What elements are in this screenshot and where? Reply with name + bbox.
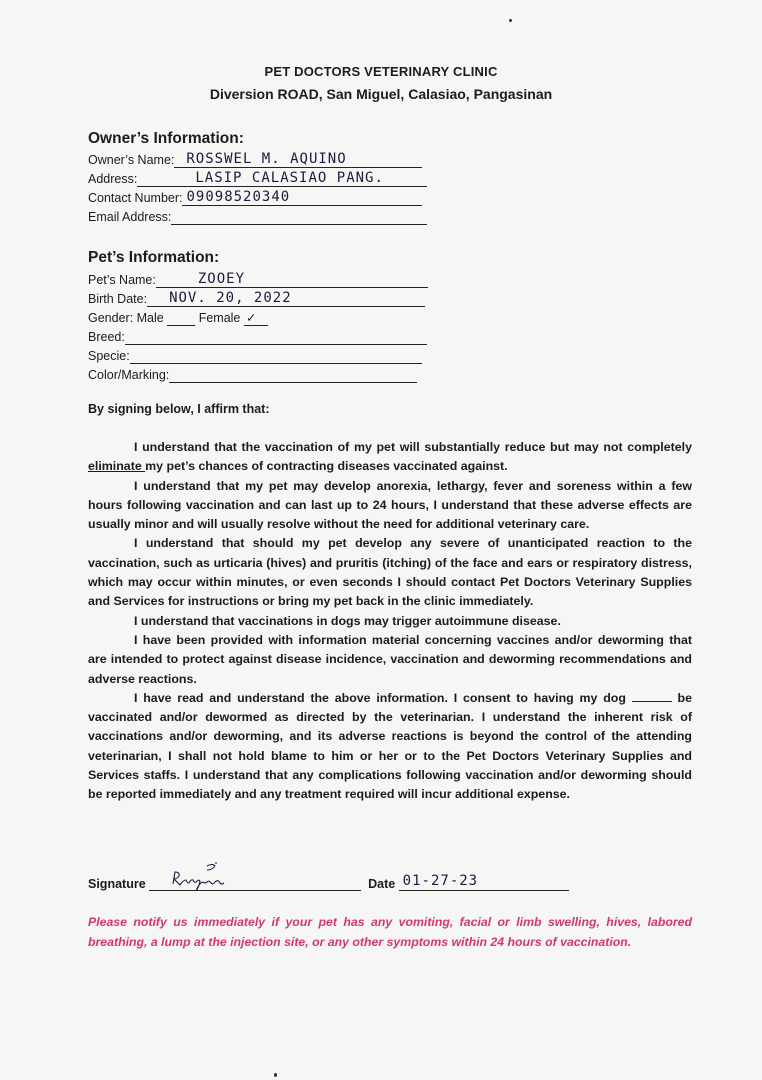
signature-field[interactable] [149, 876, 361, 891]
birth-date-field[interactable] [147, 291, 425, 307]
clinic-address: Diversion ROAD, San Miguel, Calasiao, Pangasinan [209, 86, 553, 102]
date-field[interactable] [399, 873, 569, 891]
date-label: Date [368, 877, 396, 891]
date-value: 01-27-23 [402, 873, 479, 889]
email-label: Email Address: [88, 210, 172, 224]
signature-label: Signature [88, 877, 146, 891]
birth-date-label: Birth Date: [88, 292, 148, 306]
owner-name-label: Owner’s Name: [88, 153, 175, 167]
affirm-paragraph-6 [88, 689, 692, 805]
clinic-name: PET DOCTORS VETERINARY CLINIC [264, 64, 498, 79]
pet-name-field[interactable] [156, 272, 428, 288]
p1-text: I understand that the vaccination of my pet will substantially reduce but may not completely [134, 440, 692, 454]
breed-row [88, 329, 427, 345]
affirm-paragraph-4: I understand that vaccinations in dogs may trigger autoimmune disease. [134, 613, 561, 628]
scan-speck [274, 1073, 277, 1077]
contact-label: Contact Number: [88, 191, 183, 205]
address-label: Address: [88, 172, 138, 186]
specie-row [88, 348, 422, 364]
p6-text: I have read and understand the above information. I consent to having my dog [134, 690, 632, 705]
birth-date-value: NOV. 20, 2022 [169, 290, 292, 306]
affirm-intro: By signing below, I affirm that: [88, 402, 270, 416]
aftercare-notice: Please notify us immediately if your pet has any vomiting, facial or limb swelling, hives, labored breathing, a lump at the injection site, or any other symptoms within 24 hours of vaccination. [88, 915, 692, 949]
female-checkmark-icon: ✓ [246, 310, 257, 326]
specie-field[interactable] [130, 348, 422, 364]
signature-image [171, 860, 251, 890]
contact-value: 09098520340 [186, 189, 291, 205]
birth-date-row [88, 291, 425, 307]
affirm-paragraph-1 [88, 438, 692, 477]
breed-label: Breed: [88, 330, 125, 344]
breed-field[interactable] [125, 329, 427, 345]
pet-name-label: Pet’s Name: [88, 273, 156, 287]
scan-speck [509, 19, 512, 22]
signature-row [88, 873, 569, 891]
address-value: LASIP CALASIAO PANG. [195, 170, 384, 186]
color-marking-field[interactable] [169, 367, 417, 383]
dog-name-blank[interactable] [632, 689, 672, 702]
gender-row [88, 310, 268, 326]
affirm-paragraph-5: I have been provided with information material concerning vaccines and/or deworming that are intended to protect against disease incidence, vaccination and deworming recommendations and adverse reactions. [88, 632, 692, 686]
color-marking-row [88, 367, 417, 383]
p6-text-end: be vaccinated and/or dewormed as directed by the veterinarian. I understand the inherent risk of vaccinations and/or deworming, and its adverse reactions is beyond the control of the attending veterinarian, I shall not hold blame to him or her or to the Pet Doctors Veterinary Supplies and Services staffs. I understand that any complications following vaccination and/or deworming should be reported immediately and any treatment required will incur additional expense. [88, 690, 692, 802]
address-field[interactable] [137, 171, 427, 187]
affirm-paragraph-3: I understand that should my pet develop any severe of unanticipated reaction to the vaccination, such as urticaria (hives) and pruritis (itching) of the face and ears or respiratory distress, which may occur within minutes, or even seconds I should contact Pet Doctors Veterinary Supplies and Services for instructions or bring my pet back in the clinic immediately. [88, 536, 692, 609]
email-row [88, 209, 427, 225]
owner-name-value: ROSSWEL M. AQUINO [186, 151, 347, 167]
specie-label: Specie: [88, 349, 130, 363]
owner-name-row [88, 152, 422, 168]
contact-field[interactable] [182, 190, 422, 206]
address-row [88, 171, 427, 187]
affirm-paragraph-2: I understand that my pet may develop anorexia, lethargy, fever and soreness within a few hours following vaccination and can last up to 24 hours, I understand that these adverse effects are usually minor and will usually resolve without the need for additional veterinary care. [88, 478, 692, 532]
female-field[interactable] [244, 310, 268, 326]
male-field[interactable] [167, 310, 195, 326]
owner-info-heading: Owner’s Information: [88, 130, 244, 147]
p1-text-end: my pet’s chances of contracting diseases vaccinated against. [145, 459, 508, 474]
contact-row [88, 190, 422, 206]
email-field[interactable] [171, 209, 427, 225]
affirmation-body [88, 438, 692, 805]
gender-male-label: Gender: Male [88, 311, 164, 325]
pet-info-heading: Pet’s Information: [88, 249, 220, 266]
pet-name-row [88, 272, 428, 288]
pet-name-value: ZOOEY [197, 271, 246, 287]
gender-female-label: Female [198, 311, 241, 325]
owner-name-field[interactable] [174, 152, 422, 168]
p1-underlined: eliminate [88, 459, 146, 474]
color-marking-label: Color/Marking: [88, 368, 170, 382]
